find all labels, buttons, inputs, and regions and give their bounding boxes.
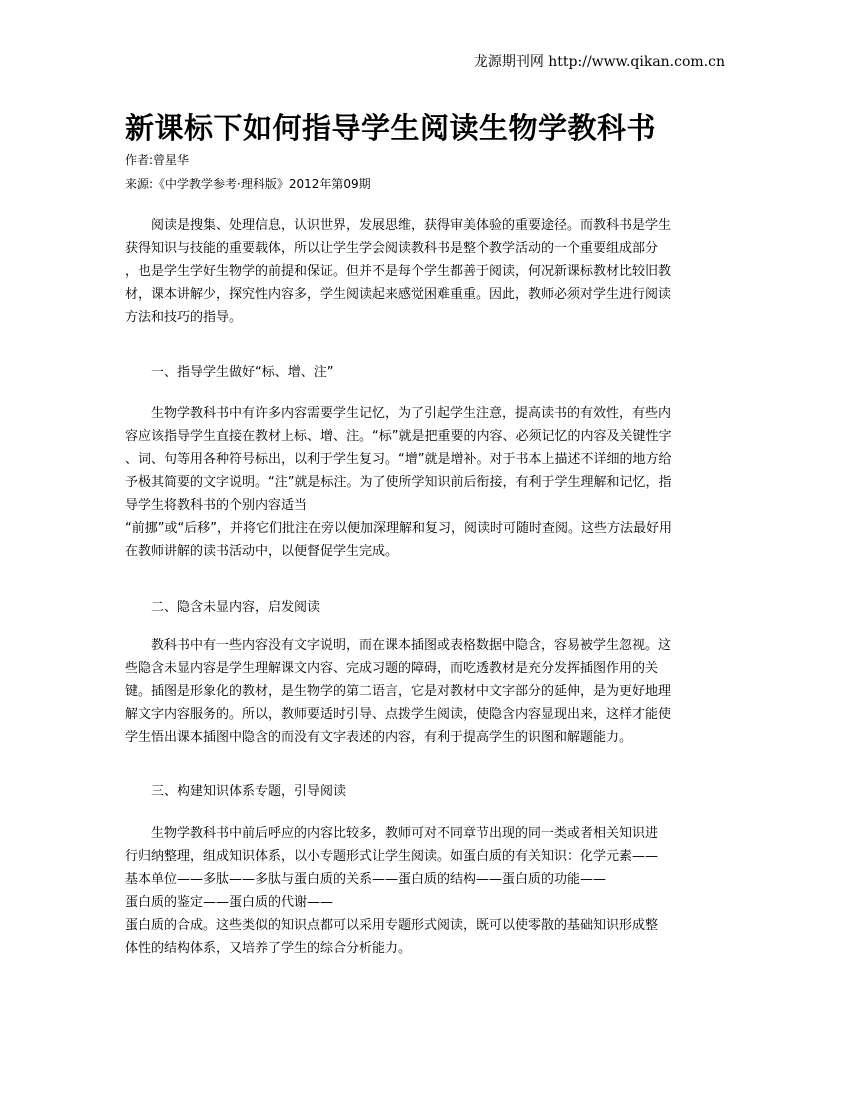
- paragraph-line: 生物学教科书中有许多内容需要学生记忆，为了引起学生注意，提高读书的有效性，有些内: [151, 406, 672, 421]
- article-source: 来源:《中学教学参考·理科版》2012年第09期: [125, 177, 371, 191]
- site-header[interactable]: 龙源期刊网 http://www.qikan.com.cn: [473, 54, 725, 70]
- paragraph-line: 、词、句等用各种符号标出，以利于学生复习。“增”就是增补。对于书本上描述不详细的地方给: [125, 452, 672, 467]
- paragraph-line: 解文字内容服务的。所以，教师要适时引导、点拨学生阅读，使隐含内容显现出来，这样才能使: [125, 707, 672, 722]
- section-heading-1: 一、指导学生做好“标、增、注”: [151, 365, 334, 380]
- paragraph-line: 键。插图是形象化的教材，是生物学的第二语言，它是对教材中文字部分的延伸，是为更好地理: [125, 684, 672, 699]
- section-2-paragraph: [125, 634, 725, 749]
- intro-line: 方法和技巧的指导。: [125, 310, 243, 325]
- section-3-paragraph: [125, 822, 725, 960]
- paragraph-line: 蛋白质的鉴定——蛋白质的代谢——: [125, 895, 334, 910]
- paragraph-line: “前挪”或“后移”，并将它们批注在旁以便加深理解和复习，阅读时可随时查阅。这些方法最好用: [125, 521, 672, 536]
- intro-line: ，也是学生学好生物学的前提和保证。但并不是每个学生都善于阅读，何况新课标教材比较旧教: [125, 264, 672, 279]
- paragraph-line: 些隐含未显内容是学生理解课文内容、完成习题的障碍，而吃透教材是充分发挥插图作用的关: [125, 661, 659, 676]
- article-author: 作者:曾星华: [125, 153, 190, 167]
- paragraph-line: 予极其简要的文字说明。“注”就是标注。为了使所学知识前后衔接，有利于学生理解和记忆，指: [125, 475, 672, 490]
- paragraph-line: 基本单位——多肽——多肽与蛋白质的关系——蛋白质的结构——蛋白质的功能——: [125, 872, 607, 887]
- paragraph-line: 生物学教科书中前后呼应的内容比较多，教师可对不同章节出现的同一类或者相关知识进: [151, 826, 659, 841]
- section-1-paragraph: [125, 402, 725, 563]
- paragraph-line: 体性的结构体系，又培养了学生的综合分析能力。: [125, 941, 412, 956]
- intro-line: 阅读是搜集、处理信息，认识世界，发展思维，获得审美体验的重要途径。而教科书是学生: [151, 218, 672, 233]
- paragraph-line: 导学生将教科书的个别内容适当: [125, 498, 308, 513]
- section-heading-3: 三、构建知识体系专题，引导阅读: [151, 784, 347, 799]
- paragraph-line: 蛋白质的合成。这些类似的知识点都可以采用专题形式阅读，既可以使零散的基础知识形成整: [125, 918, 659, 933]
- paragraph-line: 教科书中有一些内容没有文字说明，而在课本插图或表格数据中隐含，容易被学生忽视。这: [151, 638, 672, 653]
- paragraph-line: 容应该指导学生直接在教材上标、增、注。“标”就是把重要的内容、必须记忆的内容及关键性字: [125, 429, 672, 444]
- intro-line: 获得知识与技能的重要载体，所以让学生学会阅读教科书是整个教学活动的一个重要组成部分: [125, 241, 659, 256]
- paragraph-line: 学生悟出课本插图中隐含的而没有文字表述的内容，有利于提高学生的识图和解题能力。: [125, 730, 633, 745]
- paragraph-line: 行归纳整理，组成知识体系，以小专题形式让学生阅读。如蛋白质的有关知识：化学元素——: [125, 849, 659, 864]
- paragraph-line: 在教师讲解的读书活动中，以便督促学生完成。: [125, 544, 399, 559]
- article-title: 新课标下如何指导学生阅读生物学教科书: [125, 111, 657, 145]
- intro-line: 材，课本讲解少，探究性内容多，学生阅读起来感觉困难重重。因此，教师必须对学生进行阅读: [125, 287, 672, 302]
- intro-paragraph: [125, 214, 725, 329]
- section-heading-2: 二、隐含未显内容，启发阅读: [151, 600, 321, 615]
